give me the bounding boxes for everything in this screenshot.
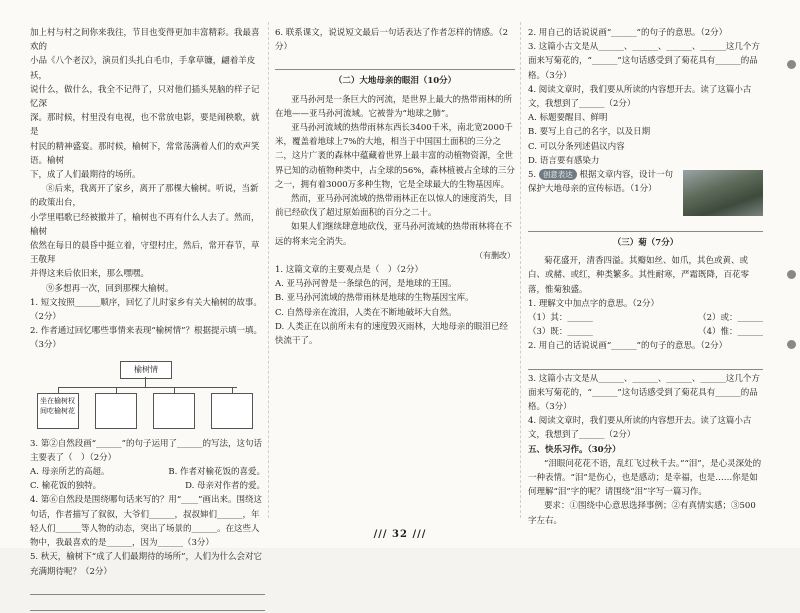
passage-line: 小学里唱歌已经被撤并了，榆树也不再有什么人去了。然而，榆树	[30, 212, 260, 237]
passage-paragraph: 亚马孙河是一条巨大的河流，是世界上最大的热带雨林的所在地——亚马孙河流域。它被誉为“地球之肺”。	[275, 94, 513, 119]
question-4: 4. 第⑥自然段是围绕哪句话来写的？用“____”画出来。围绕这句话，作者描写了叙叙，大爷们______，叔叔婶们______，年轻人们______等人物的动态，突出了场景的______。在这些人物中，我最喜欢的是______，因为______（3分）	[30, 495, 263, 549]
passage-line: 深。那时候，村里没有电视，也不常放电影，要是闹秧歌，就是	[30, 113, 260, 138]
mind-map-box-blank[interactable]	[95, 393, 137, 429]
passage-line: 下，成了人们最期待的场所。	[30, 170, 141, 181]
option-d[interactable]: D. 母亲对作者的爱。	[185, 481, 265, 492]
passage-paragraph: ⑧后来，我离开了家乡，离开了那棵大榆树。听说，当新的政策出台，	[30, 184, 259, 209]
passage-paragraph: ⑨多想再一次，回到那棵大榆树。	[46, 283, 174, 294]
creative-badge: 创意表达	[539, 169, 577, 180]
connector	[58, 387, 237, 388]
definition-item[interactable]: （3）既：______	[528, 327, 593, 338]
question-1: 1. 短文按照______顺序，回忆了儿时家乡有关大榆树的故事。（2分）	[30, 297, 262, 323]
page-number: /// 32 ///	[373, 529, 427, 540]
option-a[interactable]: A. 母亲所艺的高超。	[30, 467, 110, 478]
section-title: （三）菊（7分）	[612, 238, 679, 249]
passage-paragraph: 然而，亚马孙河流域的热带雨林正在以惊人的速度消失，目前已经砍伐了超过原始面积的百分之二十。	[275, 194, 513, 219]
definition-item[interactable]: （1）其：______	[528, 313, 593, 324]
column-divider	[268, 22, 269, 518]
option-b[interactable]: B. 要写上自己的名字，以及日期	[528, 127, 651, 138]
connector	[145, 377, 146, 387]
column-left	[30, 26, 265, 613]
essay-prompt: “泪眼问花花不语，乱红飞过秋千去。”“泪”，是心灵深处的一种表情。“泪”是伤心，也是感动；是幸福，也是……你是如何理解“泪”字的呢？请围绕“泪”字写一篇习作。	[528, 458, 762, 498]
passage-line: 说什么，做什么，我全不记得了，只对他们插头晃脑的样子记忆深	[30, 84, 260, 110]
question-1: 1. 这篇文章的主要观点是（ ）（2分）	[275, 265, 423, 276]
passage-paragraph: 亚马孙河流域的热带雨林东西长3400千米，南北宽2000千米，覆盖着地球上7%的大地，相当于中国国土面积的三分之二，这片广袤的森林中蕴藏着世界上最丰富的动植物资源，全世界已知的动植物种类中，占全球的56%，森林植被占全球的三分之一，拥有着3000万多种生物，它是全球最大的生物基因库。	[275, 123, 515, 190]
mind-map-box: 坐在榆树权间吃榆树花	[37, 393, 79, 429]
column-divider	[520, 22, 521, 518]
question-3: 3. 第②自然段画“______”的句子运用了______的写法，这句话主要表了（ ）（2分）	[30, 438, 263, 463]
option-d[interactable]: D. 人类正在以前所未有的速度毁灭雨林，大地母亲的眼泪已经快流干了。	[275, 321, 508, 347]
binder-hole	[787, 270, 796, 279]
question-5: 5. 创意表达 根据文章内容，设计一句保护大地母亲的宣传标语。（1分）	[528, 168, 763, 196]
answer-line[interactable]	[30, 597, 265, 611]
answer-line[interactable]	[528, 356, 763, 370]
option-c[interactable]: C. 榆花饭的独特。	[30, 481, 102, 492]
question-4: 4. 阅读文章时，我们要从所读的内容想开去。读了这篇小古文，我想到了______（2分）	[528, 416, 752, 441]
mind-map-box-blank[interactable]	[153, 393, 195, 429]
section-title: （二）大地母亲的眼泪（10分）	[333, 76, 457, 87]
answer-line[interactable]	[528, 218, 763, 232]
question-2: 2. 用自己的话说说画“______”的句子的意思。（2分）	[528, 28, 728, 38]
question-2: 2. 作者通过回忆哪些事情来表现“榆树情”？根据提示填一填。（3分）	[30, 326, 263, 351]
question-1: 1. 理解文中加点字的意思。（2分）	[528, 298, 659, 309]
binder-hole	[787, 340, 796, 349]
passage-line: 依然在每日的晨昏中挺立着，守望村庄，然后，常开春节，草王敬拜	[30, 241, 260, 266]
passage-paragraph: 如果人们继续肆意地砍伐，亚马孙河流域的热带雨林将在不远的将来完全消失。	[275, 222, 513, 247]
answer-line[interactable]	[30, 581, 265, 595]
option-b[interactable]: B. 亚马孙河流域的热带雨林是地球的生物基因宝库。	[275, 293, 474, 304]
landscape-photo	[683, 170, 763, 216]
question-3: 3. 这篇小古文是从______、______、______、______这几个方面来写菊花的，“______”这句话感受到了菊花具有______的品格。（3分）	[528, 373, 760, 413]
question-2: 2. 用自己的话说说画“______”的句子的意思。（2分）	[528, 341, 728, 352]
option-a[interactable]: A. 标题要醒目、鲜明	[528, 113, 608, 124]
mind-map	[30, 359, 265, 431]
definition-item[interactable]: （2）或：______	[698, 313, 763, 324]
section-title: 五、快乐习作。（30分）	[528, 444, 621, 455]
definition-item[interactable]: （4）惟：______	[698, 327, 763, 338]
option-d[interactable]: D. 语言要有感染力	[528, 155, 600, 166]
passage-line: 加上村与村之间你来我往，节目也变得更加丰富精彩。我最喜欢的	[30, 28, 260, 53]
passage-line: 并得这来后依旧来，那么嘿嘿。	[30, 269, 150, 280]
question-5: 5. 秋天，榆树下“成了人们最期待的场所”，人们为什么会对它充满期待呢？（2分）	[30, 552, 263, 577]
option-c[interactable]: C. 可以分条列述倡议内容	[528, 141, 625, 152]
option-a[interactable]: A. 亚马孙河曾是一条绿色的河，是地球的王国。	[275, 279, 457, 290]
binder-hole	[787, 60, 796, 69]
question-4: 4. 阅读文章时，我们要从所读的内容想开去。读了这篇小古文，我想到了______（2分）	[528, 84, 752, 110]
mind-map-box-blank[interactable]	[211, 393, 253, 429]
question-3: 3. 这篇小古文是从______、______、______、______这几个方面来写菊花的，“______”这句话感受到了菊花具有______的品格。（3分）	[528, 42, 760, 81]
passage-line: 小品《八个老汉》，演员们头扎白毛巾，手拿草镰，翩着羊皮袄，	[30, 56, 256, 81]
option-b[interactable]: B. 作者对榆花饭的喜爱。	[168, 467, 265, 478]
option-c[interactable]: C. 自然母亲在流泪，人类在不断地破坏大自然。	[275, 307, 457, 318]
answer-line[interactable]	[275, 56, 515, 70]
question-6: 6. 联系课文，说说短文最后一句话表达了作者怎样的情感。（2分）	[275, 28, 508, 53]
source-note: （有删改）	[475, 250, 515, 260]
passage-line: 村民的精神盛宴。那时候，榆树下，常常荡满着人们的欢声笑语。榆树	[30, 141, 260, 166]
poem-text: 菊花盛开，清香四溢。其瓣如丝、如爪，其色或黄、或白、或赭、或红，种类繁多。其性耐寒，严霜既降，百花零落，惟菊独盛。	[528, 256, 750, 295]
essay-requirements: 要求：①围绕中心意思选择事例；②有真情实感；③500字左右。	[528, 501, 756, 526]
column-right	[528, 26, 763, 528]
column-middle	[275, 26, 515, 348]
mind-map-root: 榆树情	[120, 361, 172, 379]
